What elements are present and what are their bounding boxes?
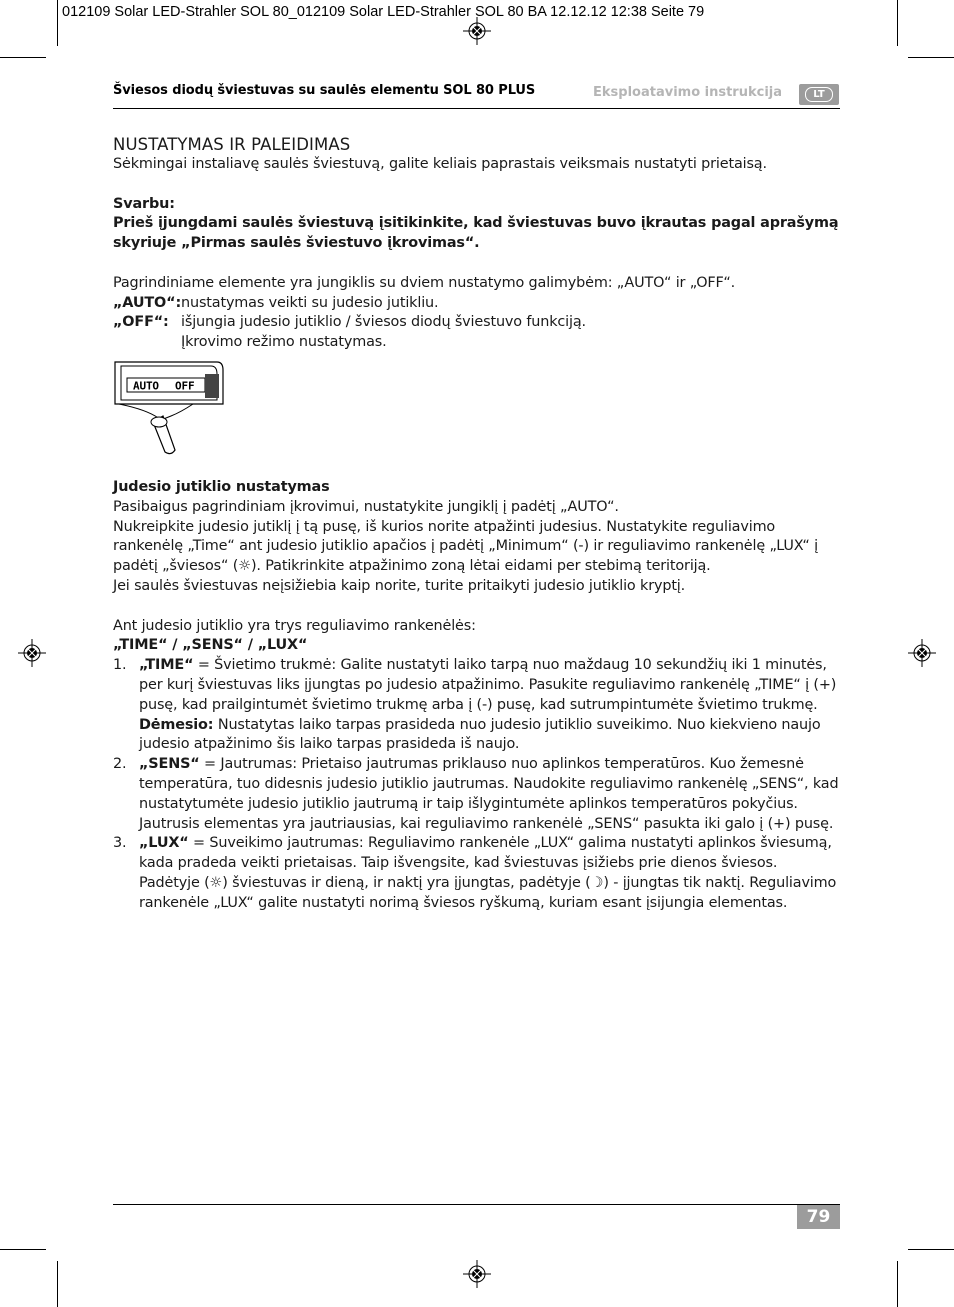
switch-illustration-icon: [113, 360, 225, 460]
list-text: = Suveikimo jautrumas: Reguliavimo rankenėle „LUX“ galima nustatyti aplinkos šviesumą, kada pradeda veikti prietaisas. Taip išvengsite, kad šviestuvas įsižiebs prie dienos šviesos. Padėtyje (☼) šviestuvas ir dieną, ir naktį yra įjungtas, padėtyje (☽) - įjungtas tik naktį. Reguliavimo rankenėle „LUX“ galite nustatyti norimą šviesos ryškumą, kuriam esant įsijungia elementas.: [139, 835, 837, 911]
motion-p3: Jei saulės šviestuvas neįsižiebia kaip norite, turite pritaikyti judesio jutiklio kryptį.: [113, 577, 686, 594]
off-text-2: Įkrovimo režimo nustatymas.: [181, 334, 387, 351]
crop-mark: [57, 1261, 58, 1307]
auto-text: nustatymas veikti su judesio jutikliu.: [181, 294, 439, 311]
list-number: 2.: [113, 756, 127, 773]
list-number: 1.: [113, 657, 127, 674]
page-number: 79: [797, 1205, 840, 1229]
crop-mark: [908, 1249, 954, 1250]
note-key: Dėmesio:: [139, 716, 214, 733]
section-heading: NUSTATYMAS IR PALEIDIMAS: [113, 135, 351, 154]
footer-rule: [113, 1204, 840, 1205]
registration-mark-icon: [463, 17, 491, 45]
switch-figure: [113, 360, 841, 460]
list-item: [113, 656, 841, 755]
list-text: = Švietimo trukmė: Galite nustatyti laiko tarpą nuo maždaug 10 sekundžių iki 1 minutės, per kurį šviestuvas liks įjungtas po judesio atpažinimo. Pasukite reguliavimo rankenėlę „TIME“ į (+) pusę, kad prailgintumėt švietimo trukmę arba į (-) pusę, kad sutrumpintumėte švietimo trukmę.: [139, 657, 837, 713]
list-number: 3.: [113, 835, 127, 852]
section-intro: Sėkmingai instaliavę saulės šviestuvą, galite keliais paprastais veiksmais nustatyti prietaisą.: [113, 156, 767, 172]
header-title: Šviesos diodų šviestuvas su saulės elementu SOL 80 PLUS: [113, 83, 536, 98]
motion-p1: Pasibaigus pagrindiniam įkrovimui, nustatykite jungiklį į padėtį „AUTO“.: [113, 498, 619, 515]
off-text: išjungia judesio jutiklio / šviesos diodų šviestuvo funkciją.: [181, 314, 586, 331]
switch-off-label: OFF: [175, 379, 195, 393]
important-label: Svarbu:: [113, 195, 175, 212]
print-slug: 012109 Solar LED-Strahler SOL 80_012109 Solar LED-Strahler SOL 80 BA 12.12.12 12:38 Seite 79: [62, 4, 705, 20]
list-key: „SENS“: [139, 756, 200, 773]
registration-mark-icon: [463, 1260, 491, 1288]
language-badge: [799, 84, 839, 105]
knobs-title: „TIME“ / „SENS“ / „LUX“: [113, 637, 308, 654]
list-text: = Jautrumas: Prietaiso jautrumas priklauso nuo aplinkos temperatūros. Kuo žemesnė temperatūra, tuo didesnis judesio jutiklio jautrumas. Naudokite reguliavimo rankenėlę „SENS“, kad nustatytumėte judesio jutiklio jautrumą ir taip išlygintumėte aplinkos temperatūros pokyčius. Jautrusis elementas yra jautriausias, kai reguliavimo rankenėlė „SENS“ pasukta iki galo į (+) pusę.: [139, 756, 839, 832]
registration-mark-icon: [908, 639, 936, 667]
note-text: Nustatytas laiko tarpas prasideda nuo judesio jutiklio suveikimo. Nuo kiekvieno naujo judesio atpažinimo šis laiko tarpas prasideda iš naujo.: [139, 716, 821, 753]
crop-mark: [0, 57, 46, 58]
switch-auto-label: AUTO: [133, 379, 159, 393]
off-setting: [113, 313, 841, 353]
crop-mark: [897, 0, 898, 46]
auto-key: „AUTO“:: [113, 294, 182, 311]
header-rule: [113, 108, 840, 109]
page-content: [113, 135, 841, 914]
off-key: „OFF“:: [113, 314, 169, 331]
header-subtitle: Eksploatavimo instrukcija: [593, 85, 783, 100]
crop-mark: [897, 1261, 898, 1307]
crop-mark: [0, 1249, 46, 1250]
motion-p2: Nukreipkite judesio jutiklį į tą pusę, iš kurios norite atpažinti judesius. Nustatykite reguliavimo rankenėlę „Time“ ant judesio jutiklio apačios į padėtį „Minimum“ (-) ir reguliavimo rankenėlę „LUX“ į padėtį „šviesos“ (☼). Patikrinkite atpažinimo zoną lėtai eidami per stebimą teritoriją.: [113, 518, 818, 575]
registration-mark-icon: [18, 639, 46, 667]
switch-intro: Pagrindiniame elemente yra jungiklis su dviem nustatymo galimybėm: „AUTO“ ir „OFF“.: [113, 274, 736, 291]
list-key: „LUX“: [139, 835, 189, 852]
language-code: LT: [805, 87, 833, 102]
motion-heading: Judesio jutiklio nustatymas: [113, 478, 330, 495]
knobs-intro: Ant judesio jutiklio yra trys reguliavimo rankenėlės:: [113, 617, 476, 634]
list-key: „TIME“: [139, 657, 194, 674]
list-item: [113, 755, 841, 834]
auto-setting: [113, 294, 841, 314]
important-text: Prieš įjungdami saulės šviestuvą įsitikinkite, kad šviestuvas buvo įkrautas pagal aprašymą skyriuje „Pirmas saulės šviestuvo įkrovimas“.: [113, 215, 839, 252]
list-item: [113, 834, 841, 913]
crop-mark: [908, 57, 954, 58]
crop-mark: [57, 0, 58, 46]
